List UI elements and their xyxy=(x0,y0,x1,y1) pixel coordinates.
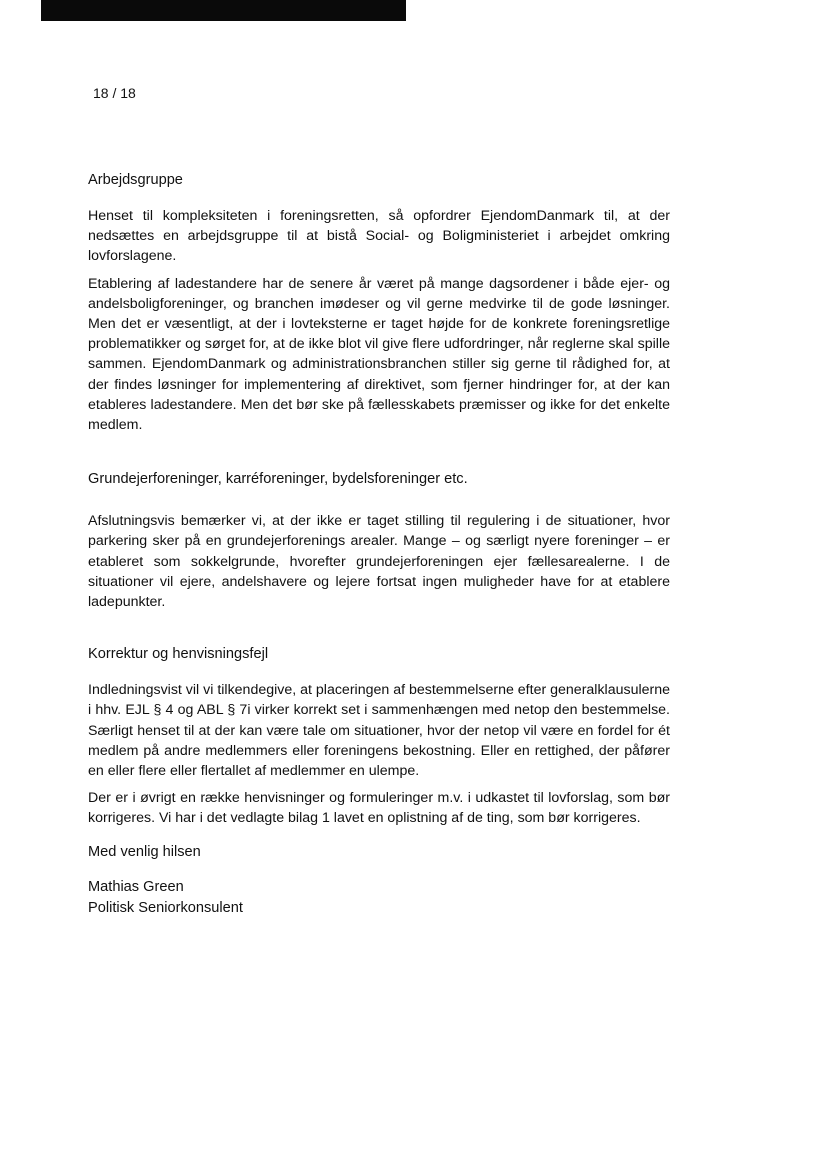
section-heading-grundejerforeninger: Grundejerforeninger, karréforeninger, bydelsforeninger etc. xyxy=(88,471,468,488)
page-number: 18 / 18 xyxy=(93,85,136,101)
paragraph: Der er i øvrigt en række henvisninger og formuleringer m.v. i udkastet til lovforslag, som bør korrigeres. Vi har i det vedlagte bilag 1 lavet en oplistning af de ting, som bør korrigeres. xyxy=(88,790,670,827)
section-heading-korrektur: Korrektur og henvisningsfejl xyxy=(88,646,269,663)
header-bar xyxy=(41,0,406,21)
signer-title: Politisk Seniorkonsulent xyxy=(88,899,243,916)
closing-greeting: Med venlig hilsen xyxy=(88,843,201,860)
document-body xyxy=(88,170,670,919)
paragraph: Henset til kompleksiteten i foreningsretten, så opfordrer EjendomDanmark til, at der nedsættes en arbejdsgruppe til at bistå Social- og Boligministeriet i arbejdet omkring lovforslagene. xyxy=(88,208,670,265)
paragraph: Indledningsvist vil vi tilkendegive, at placeringen af bestemmelserne efter generalklausulerne i hhv. EJL § 4 og ABL § 7i virker korrekt set i sammenhængen med netop den bestemmelse. Særligt henset til at der kan være tale om situationer, hvor der netop vil være en fordel for ét medlem på andre medlemmers eller foreningens bekostning. Eller en rettighed, der påfører en eller flere eller flertallet af medlemmer en ulempe. xyxy=(88,682,671,780)
paragraph: Afslutningsvis bemærker vi, at der ikke er taget stilling til regulering i de situationer, hvor parkering sker på en grundejerforenings arealer. Mange – og særligt nyere foreninger – er etableret som sokkelgrunde, hvorefter grundejerforeningen ejer fællesarealerne. I de situationer vil ejere, andelshavere og lejere fortsat ingen muligheder have for at etablere ladepunkter. xyxy=(88,513,670,611)
paragraph: Etablering af ladestandere har de senere år været på mange dagsordener i både ejer- og andelsboligforeninger, og branchen imødeser og vil gerne medvirke til de gode løsninger. Men det er væsentligt, at der i lovteksterne er taget højde for de konkrete foreningsretlige problematikker og sørget for, at de ikke blot vil give flere udfordringer, når reglerne skal spille sammen. EjendomDanmark og administrationsbranchen stiller sig gerne til rådighed for, at der findes løsninger for implementering af direktivet, som fjerner hindringer for, at der kan etableres ladestandere. Men det bør ske på fællesskabets præmisser og ikke for det enkelte medlem. xyxy=(88,275,670,434)
section-heading-arbejdsgruppe: Arbejdsgruppe xyxy=(88,172,183,188)
signer-name: Mathias Green xyxy=(88,878,184,895)
